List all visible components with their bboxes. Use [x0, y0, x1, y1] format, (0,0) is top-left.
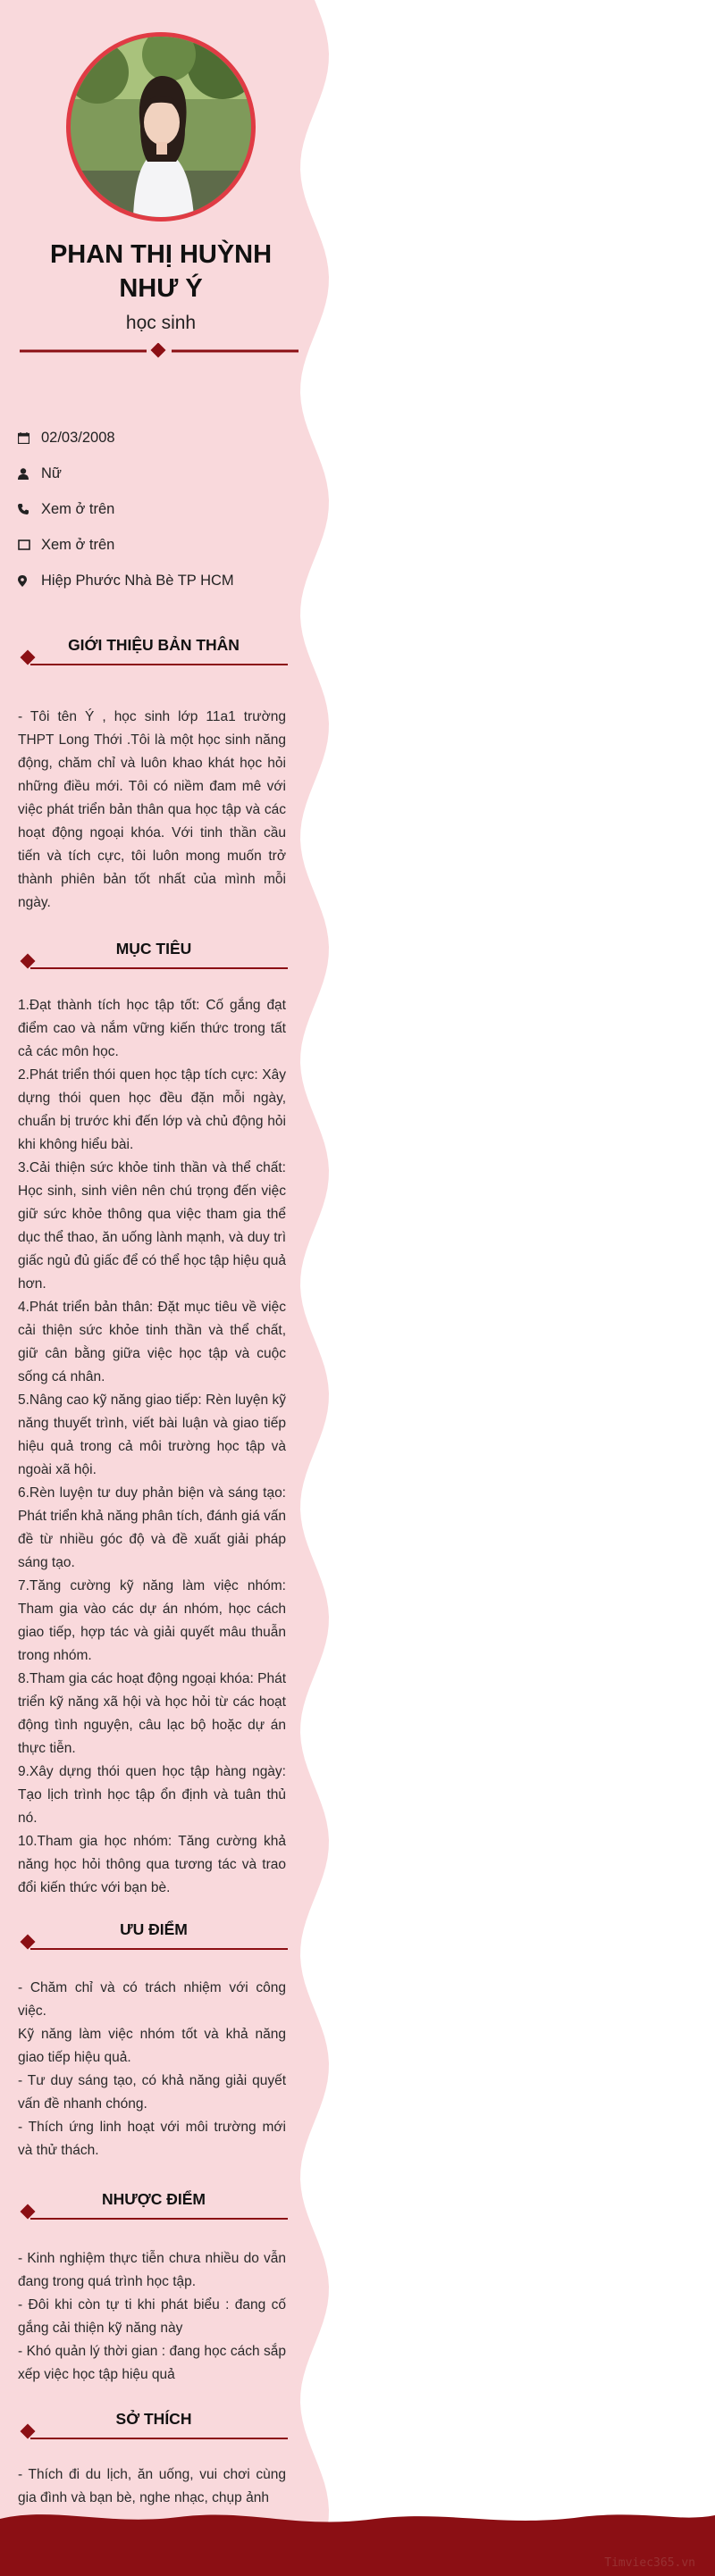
contact-info [18, 420, 304, 598]
weakness-item: - Kinh nghiệm thực tiễn chưa nhiều do vẫn đang trong quá trình học tập. [18, 2251, 286, 2289]
section-divider [20, 2203, 288, 2221]
watermark: Timviec365.vn [604, 2556, 695, 2570]
section-body-about [18, 706, 286, 915]
strength-item: - Thích ứng linh hoạt với môi trường mới và thử thách. [18, 2120, 286, 2158]
section-heading: NHƯỢC ĐIỂM [102, 2190, 206, 2208]
goal-item: 4.Phát triển bản thân: Đặt mục tiêu về việc cải thiện sức khỏe tinh thần và thể chất, giữ cân bằng giữa việc học tập và cuộc sống cá nhân. [18, 1300, 286, 1384]
calendar-icon [18, 429, 41, 447]
avatar-photo [71, 37, 251, 217]
section-body-weaknesses [18, 2247, 286, 2387]
section-title-goals [20, 940, 288, 966]
phone-icon [18, 500, 41, 518]
goal-item: 2.Phát triển thói quen học tập tích cực: Xây dựng thói quen học đều đặn mỗi ngày, chuẩn bị trước khi đến lớp và chủ động hỏi khi không hiểu bài. [18, 1067, 286, 1152]
section-heading: MỤC TIÊU [115, 940, 192, 958]
section-divider [20, 952, 288, 970]
info-text: Xem ở trên [41, 500, 115, 517]
info-phone [18, 491, 304, 527]
section-title-about [20, 636, 288, 663]
info-text: Hiệp Phước Nhà Bè TP HCM [41, 572, 234, 589]
goal-item: 8.Tham gia các hoạt động ngoại khóa: Phát triển kỹ năng xã hội và học hỏi từ các hoạt động tình nguyện, câu lạc bộ hoặc dự án thực tiễn. [18, 1671, 286, 1756]
section-divider [20, 1933, 288, 1951]
name-divider [20, 343, 299, 359]
goal-item: 10.Tham gia học nhóm: Tăng cường khả năng học hỏi thông qua tương tác và trao đổi kiến thức với bạn bè. [18, 1834, 286, 1895]
goal-item: 7.Tăng cường kỹ năng làm việc nhóm: Tham gia vào các dự án nhóm, học cách giao tiếp, hợp tác và giải quyết mâu thuẫn trong nhóm. [18, 1578, 286, 1663]
person-icon [18, 464, 41, 482]
strength-item: - Chăm chỉ và có trách nhiệm với công việc. [18, 1980, 286, 2019]
goal-item: 5.Nâng cao kỹ năng giao tiếp: Rèn luyện kỹ năng thuyết trình, viết bài luận và giao tiếp hiệu quả trong cả môi trường học tập và ngoài xã hội. [18, 1393, 286, 1477]
strength-item: Kỹ năng làm việc nhóm tốt và khả năng giao tiếp hiệu quả. [18, 2027, 286, 2065]
info-text: Nữ [41, 464, 62, 481]
section-title-weaknesses [20, 2190, 288, 2217]
info-address [18, 563, 304, 598]
goal-item: 6.Rèn luyện tư duy phản biện và sáng tạo: Phát triển khả năng phân tích, đánh giá vấn đề từ nhiều góc độ và đề xuất giải pháp sáng tạo. [18, 1485, 286, 1570]
info-text: 02/03/2008 [41, 429, 115, 446]
location-icon [18, 572, 41, 590]
goal-item: 9.Xây dựng thói quen học tập hàng ngày: Tạo lịch trình học tập ổn định và tuân thủ nó. [18, 1764, 286, 1826]
info-birthdate [18, 420, 304, 456]
candidate-name: PHAN THỊ HUỲNH NHƯ Ý [49, 240, 273, 303]
section-divider [20, 648, 288, 666]
info-email [18, 527, 304, 563]
info-text: Xem ở trên [41, 536, 115, 553]
section-body-goals [18, 994, 286, 1900]
goal-item: 3.Cải thiện sức khỏe tinh thần và thể chất: Học sinh, sinh viên nên chú trọng đến việc giữ sức khỏe thông qua việc tham gia thể dục thể thao, ăn uống lành mạnh, và duy trì giấc ngủ đủ giấc để có thể học tập hiệu quả hơn. [18, 1160, 286, 1292]
section-heading: SỞ THÍCH [115, 2410, 192, 2428]
avatar [66, 32, 256, 222]
weakness-item: - Khó quản lý thời gian : đang học cách sắp xếp việc học tập hiệu quả [18, 2344, 286, 2382]
section-title-strengths [20, 1920, 288, 1947]
strength-item: - Tư duy sáng tạo, có khả năng giải quyết vấn đề nhanh chóng. [18, 2073, 286, 2112]
info-gender [18, 456, 304, 491]
paragraph: - Tôi tên Ý , học sinh lớp 11a1 trường THPT Long Thới .Tôi là một học sinh năng động, chăm chỉ và luôn khao khát học hỏi những điều mới. Tôi có niềm đam mê với việc phát triển bản thân qua học tập và các hoạt động ngoại khóa. Với tinh thần cầu tiến và tích cực, tôi luôn mong muốn trở thành phiên bản tốt nhất của mình mỗi ngày. [18, 709, 286, 910]
section-heading: ƯU ĐIỂM [120, 1920, 188, 1938]
section-heading: GIỚI THIỆU BẢN THÂN [68, 636, 240, 654]
section-title-hobbies [20, 2410, 288, 2437]
weakness-item: - Đôi khi còn tự ti khi phát biểu : đang cố gắng cải thiện kỹ năng này [18, 2297, 286, 2336]
section-body-hobbies [18, 2463, 286, 2510]
section-body-strengths [18, 1977, 286, 2162]
candidate-role: học sinh [125, 313, 197, 333]
goal-item: 1.Đạt thành tích học tập tốt: Cố gắng đạt điểm cao và nắm vững kiến thức trong tất cả các môn học. [18, 998, 286, 1059]
section-divider [20, 2422, 288, 2440]
email-icon [18, 536, 41, 554]
hobby-item: - Thích đi du lịch, ăn uống, vui chơi cùng gia đình và bạn bè, nghe nhạc, chụp ảnh [18, 2467, 286, 2505]
